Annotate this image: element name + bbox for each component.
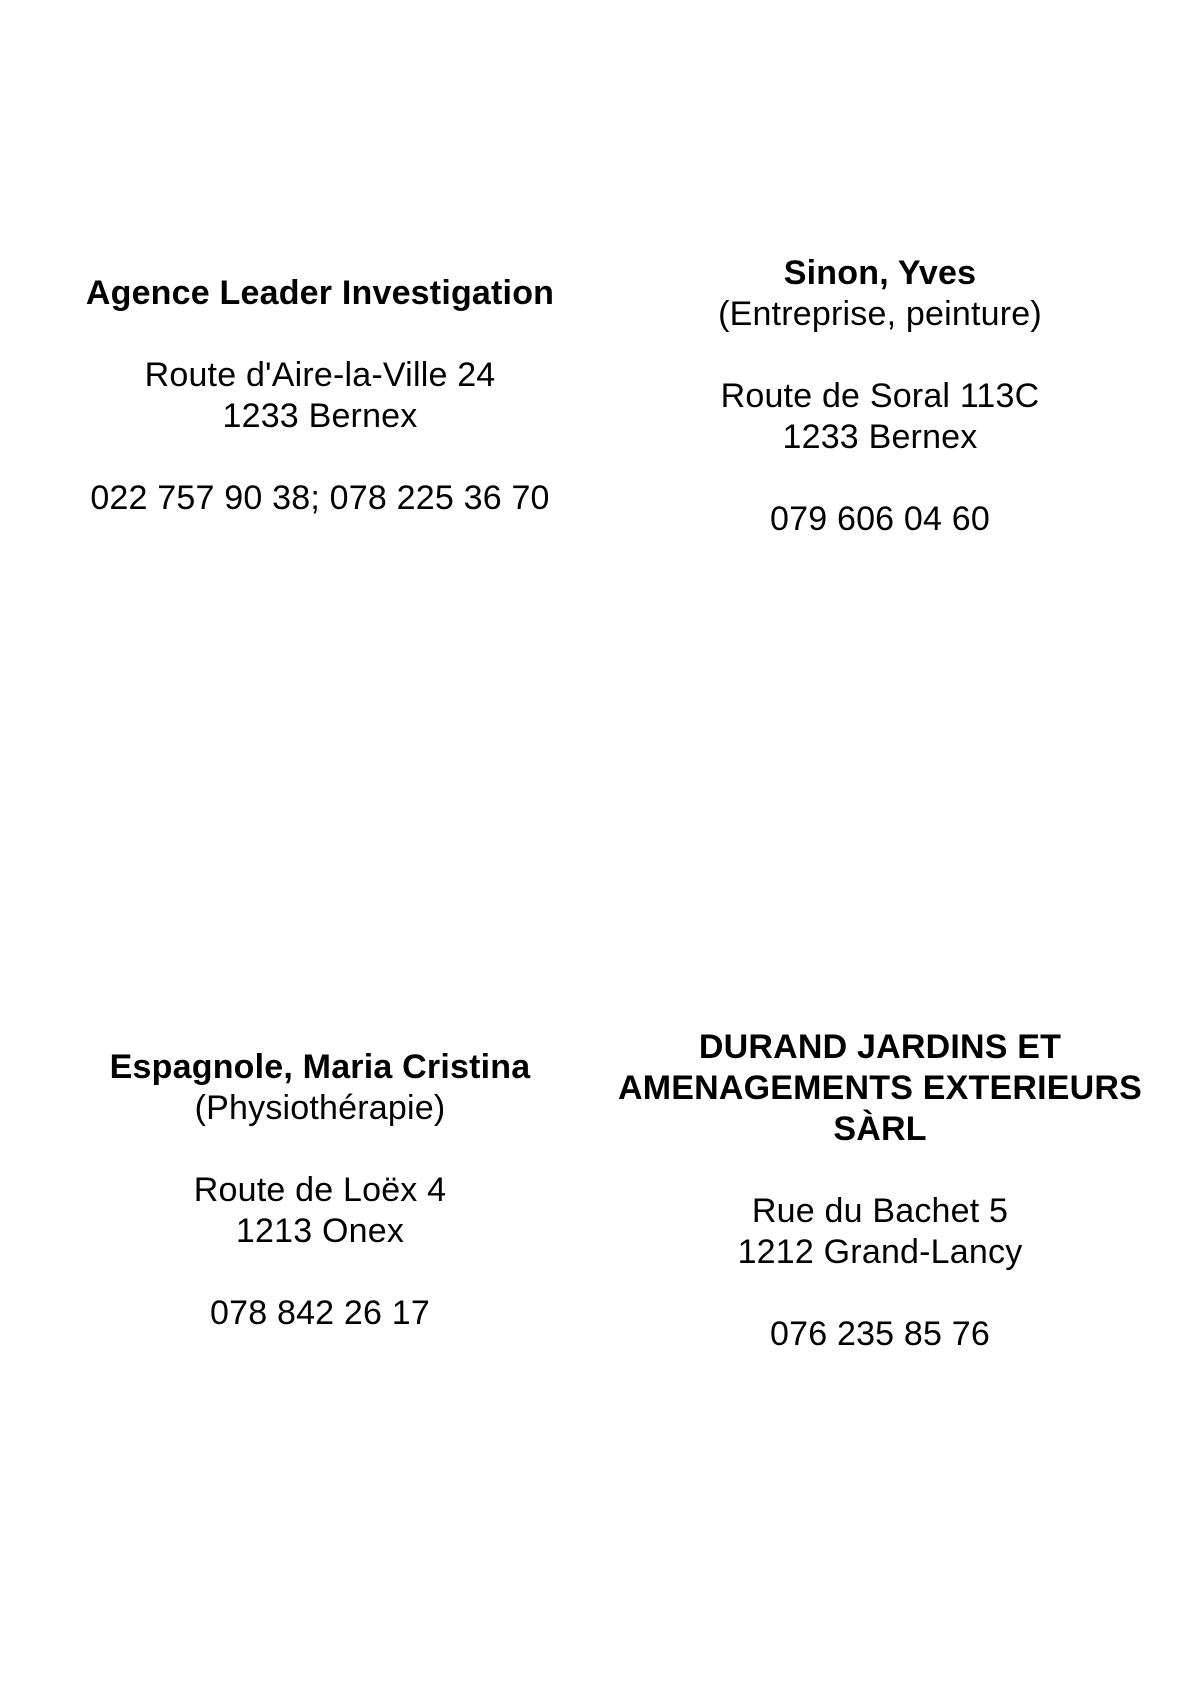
business-name: Agence Leader Investigation [85, 274, 555, 312]
business-name-line-3: SÀRL [833, 1110, 927, 1148]
phone-number: 078 842 26 17 [209, 1294, 431, 1332]
street-address: Route de Soral 113C [720, 377, 1040, 415]
spacer [20, 1129, 620, 1170]
business-name: Sinon, Yves [783, 254, 977, 292]
postal-city: 1213 Onex [235, 1212, 405, 1250]
street-address: Route de Loëx 4 [193, 1171, 447, 1209]
street-address: Route d'Aire-la-Ville 24 [144, 356, 496, 394]
spacer [580, 1150, 1180, 1191]
phone-number: 079 606 04 60 [769, 500, 991, 538]
business-card-durand-jardins [580, 1027, 1180, 1355]
business-name-line-2: AMENAGEMENTS EXTERIEURS [617, 1069, 1143, 1107]
postal-city: 1233 Bernex [782, 418, 978, 456]
phone-number: 022 757 90 38; 078 225 36 70 [90, 479, 550, 517]
spacer [580, 335, 1180, 376]
spacer [20, 437, 620, 478]
spacer [580, 1273, 1180, 1314]
business-name: Espagnole, Maria Cristina [109, 1048, 531, 1086]
spacer [580, 458, 1180, 499]
spacer [20, 1252, 620, 1293]
business-category: (Physiothérapie) [194, 1089, 446, 1127]
business-name-line-1: DURAND JARDINS ET [698, 1028, 1062, 1066]
business-card-sinon-yves [580, 253, 1180, 540]
business-card-agence-leader [20, 273, 620, 519]
phone-number: 076 235 85 76 [769, 1315, 991, 1353]
postal-city: 1212 Grand-Lancy [737, 1233, 1023, 1271]
postal-city: 1233 Bernex [222, 397, 418, 435]
spacer [20, 314, 620, 355]
business-category: (Entreprise, peinture) [718, 295, 1042, 333]
street-address: Rue du Bachet 5 [751, 1192, 1009, 1230]
business-card-espagnole-maria [20, 1047, 620, 1334]
